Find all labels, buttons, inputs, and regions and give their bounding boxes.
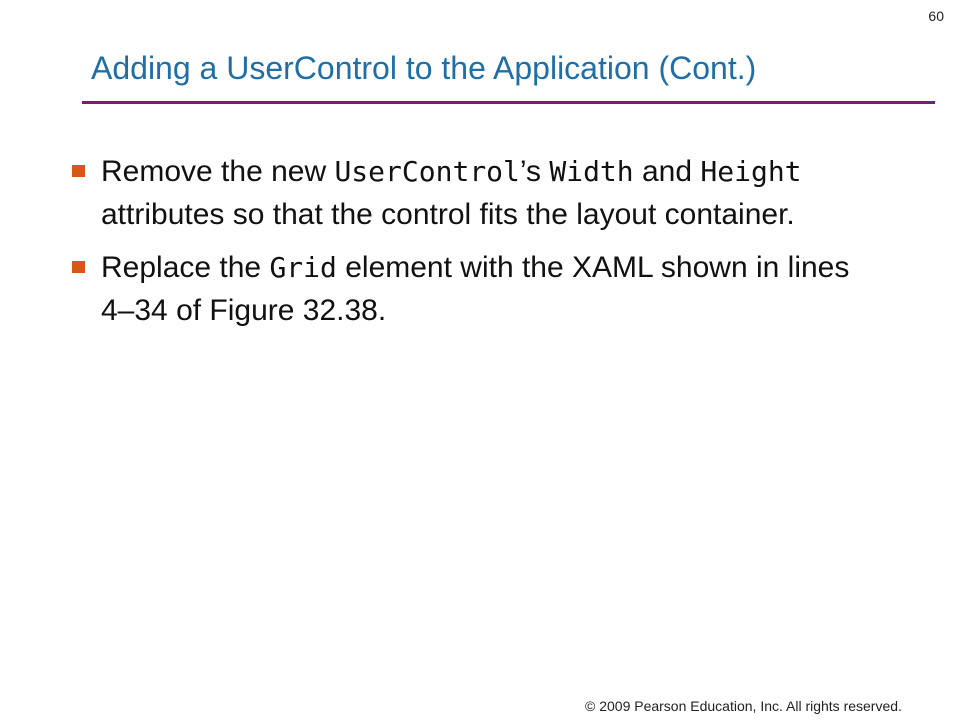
code-height: Height bbox=[700, 155, 802, 188]
bullet-text: Remove the new bbox=[101, 155, 335, 188]
bullet-item-remove-attributes bbox=[72, 150, 872, 236]
bullet-text: ’s bbox=[519, 155, 550, 188]
copyright-notice: © 2009 Pearson Education, Inc. All rights reserved. bbox=[585, 698, 902, 714]
square-bullet-icon bbox=[72, 165, 85, 177]
bullet-text: Replace the bbox=[101, 251, 270, 284]
square-bullet-icon bbox=[72, 261, 85, 273]
code-usercontrol: UserControl bbox=[334, 155, 520, 188]
code-grid: Grid bbox=[269, 251, 337, 284]
slide-title: Adding a UserControl to the Application (Cont.) bbox=[91, 50, 757, 86]
bullet-item-replace-grid bbox=[72, 246, 872, 332]
bullet-text: attributes so that the control fits the layout container. bbox=[101, 198, 795, 231]
bullet-list bbox=[72, 150, 872, 342]
title-divider bbox=[82, 101, 935, 104]
bullet-text: element with the XAML shown in lines 4–34 of Figure 32.38. bbox=[101, 251, 850, 327]
bullet-text: and bbox=[633, 155, 701, 188]
page-number: 60 bbox=[928, 8, 944, 24]
code-width: Width bbox=[549, 155, 634, 188]
